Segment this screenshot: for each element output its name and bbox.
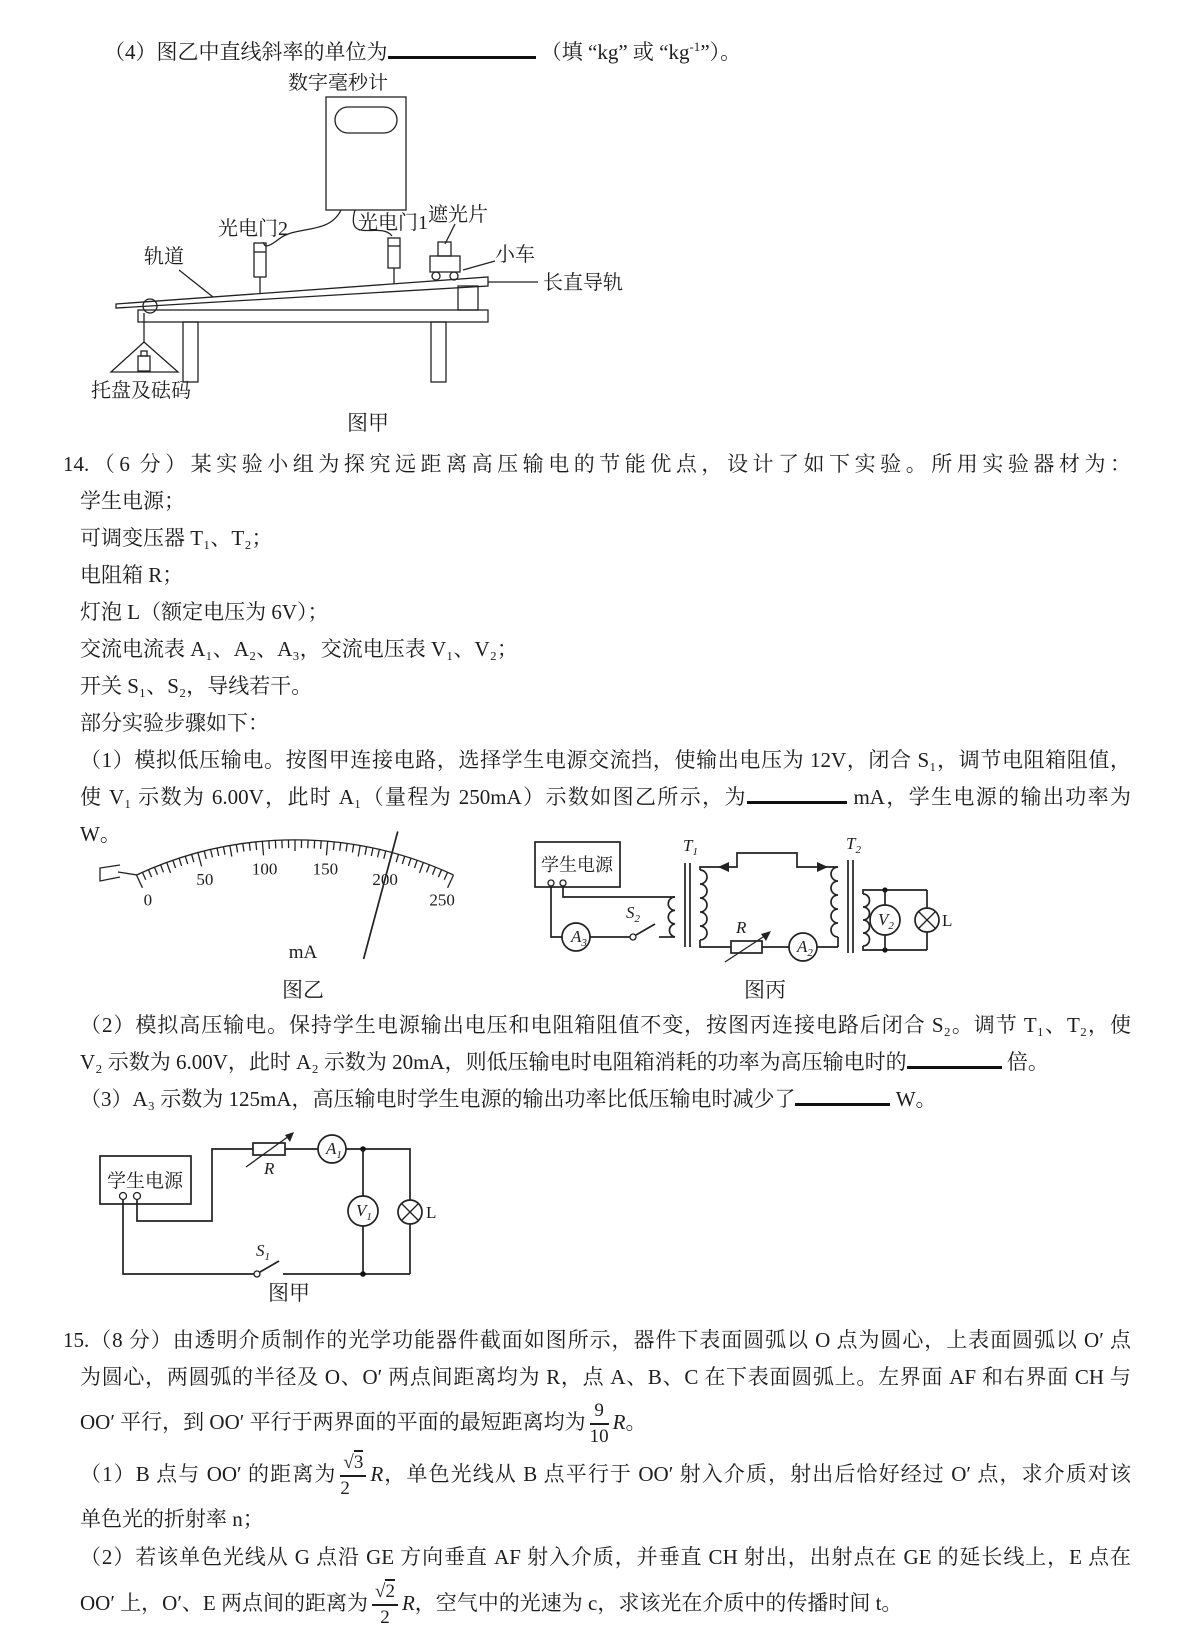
q14-number: 14. (63, 452, 89, 476)
power-source (100, 1156, 191, 1204)
terminal (134, 1193, 141, 1200)
arrow-icon (285, 1132, 294, 1142)
transmission-bottom-wire (700, 940, 731, 947)
figure-caption: 图丙 (744, 978, 786, 1002)
figure-caption: 图甲 (268, 1281, 310, 1305)
timer-display (335, 107, 397, 133)
shutter-piece (438, 242, 451, 256)
fraction-9-10: $\frac{9}{10}$ (590, 1401, 609, 1447)
svg-text:R: R (263, 1159, 275, 1178)
t2-secondary-coil (863, 894, 870, 946)
transformer-t1 (668, 836, 707, 947)
q14-part1-line1: （1）模拟低压输电。按图甲连接电路，选择学生电源交流挡，使输出电压为 12V，闭合 S₁，调节电阻箱阻值， (80, 742, 1131, 779)
circuit-bing-figure (528, 825, 968, 1010)
svg-text:100: 100 (252, 859, 278, 878)
terminal (560, 880, 566, 886)
resistor-box-r (725, 918, 771, 962)
source-label: 学生电源 (541, 855, 614, 875)
switch-s1 (254, 1241, 279, 1277)
q14-item: 交流电流表 A₁、A₂、A₃，交流电压表 V₁、V₂； (80, 631, 1131, 668)
svg-text:L: L (426, 1203, 436, 1222)
svg-text:T2: $T_2$ (846, 834, 861, 856)
meter-scale-labels (144, 859, 455, 909)
arrow-icon (761, 931, 771, 941)
svg-text:V2: $V_2$ (878, 910, 894, 932)
terminal (548, 880, 554, 886)
t2-primary-coil (831, 867, 838, 937)
svg-text:A2: $A_2$ (796, 937, 813, 959)
wire (817, 937, 838, 947)
source-label: 学生电源 (107, 1170, 184, 1192)
ammeter-a3 (562, 923, 590, 951)
q14-part2-line1: （2）模拟高压输电。保持学生电源输出电压和电阻箱阻值不变，按图丙连接电路后闭合 S₂。调节 T₁、T₂，使 (80, 1007, 1131, 1044)
q15-part2-line1: （2）若该单色光线从 G 点沿 GE 方向垂直 AF 射入介质，并垂直 CH 射出，出射点在 GE 的延长线上，E 点在 (80, 1538, 1131, 1576)
wire (346, 1149, 410, 1200)
shutter-and-cart (428, 203, 535, 280)
svg-text:A3: $A_3$ (570, 927, 587, 949)
resistor-box-r (246, 1132, 294, 1178)
q14-item: 可调变压器 T₁、T₂； (80, 520, 1131, 557)
cart-wheel (432, 272, 440, 280)
question-13-part4 (104, 28, 1131, 71)
pulley-and-tray (91, 299, 191, 402)
figure-caption: 图乙 (282, 978, 324, 1002)
q4-text-post: （填 “kg” 或 “$kg^{-1}$”）。 (541, 40, 741, 64)
table-top (138, 310, 488, 322)
q15-line3: OO′ 平行，到 OO′ 平行于两界面的平面的最短距离均为 $\frac{9}{10}$ R。 (80, 1396, 1131, 1448)
cart-pointer (463, 261, 495, 270)
svg-text:R: R (735, 918, 747, 937)
meter-needle (364, 832, 398, 960)
photogate1-body (388, 238, 400, 268)
q14-item: 开关 S₁、S₂，导线若干。 (80, 668, 1131, 705)
t1-secondary-coil (700, 870, 707, 940)
track-support (458, 286, 478, 310)
timer-label: 数字毫秒计 (288, 73, 388, 94)
answer-blank (388, 35, 536, 59)
photogate2-body (254, 243, 266, 277)
q15-part1-line2: 单色光的折射率 n； (80, 1500, 1131, 1538)
track-pointer (179, 270, 213, 297)
svg-text:150: 150 (313, 859, 339, 878)
timer-box (326, 97, 406, 210)
svg-text:V1: $V_1$ (356, 1201, 372, 1223)
table-leg (431, 322, 446, 382)
fraction-sqrt3-2: $\frac{√3}{2}$ (340, 1453, 366, 1499)
svg-text:200: 200 (372, 870, 398, 889)
svg-text:0: 0 (144, 891, 153, 910)
q14-item: 电阻箱 R； (80, 557, 1131, 594)
svg-text:T1: $T_1$ (683, 836, 698, 858)
q14-part2-line2: V₂ 示数为 6.00V，此时 A₂ 示数为 20mA，则低压输电时电阻箱消耗的功率为高压输电时的 倍。 (80, 1044, 1131, 1081)
track-wedge (116, 277, 488, 308)
q15-line2: 为圆心，两圆弧的半径及 O、O′ 两点间距离均为 R，点 A、B、C 在下表面圆弧上。左界面 AF 和右界面 CH 与 (80, 1359, 1131, 1396)
wire (551, 886, 562, 937)
q14-part1-line3: W。 (80, 816, 1131, 853)
ammeter-a1 (318, 1135, 346, 1163)
answer-blank (747, 780, 847, 804)
answer-blank (907, 1045, 1002, 1069)
svg-text:250: 250 (429, 891, 455, 910)
meter-zero-stop (100, 865, 120, 881)
svg-text:L: L (942, 911, 952, 930)
answer-blank (795, 1082, 890, 1106)
circuit-jia-figure (93, 1122, 493, 1312)
table-leg (183, 322, 198, 382)
tray-label: 托盘及砝码 (91, 379, 191, 402)
svg-text:50: 50 (196, 870, 213, 889)
exam-page (0, 28, 1190, 1611)
figure-row (0, 825, 1190, 1003)
switch-s2 (626, 903, 655, 940)
arrow-right (817, 862, 828, 872)
meter-ticks (137, 840, 454, 888)
ammeter-a2 (789, 933, 817, 961)
lamp-l (398, 1200, 436, 1274)
svg-text:S1: $S_1$ (256, 1241, 270, 1263)
figure-caption: 图甲 (347, 411, 389, 435)
table (138, 310, 488, 382)
tray-triangle (111, 342, 178, 372)
weight-knob (141, 351, 147, 356)
wire (863, 890, 927, 950)
cart-body (430, 256, 460, 272)
cart-label: 小车 (495, 243, 535, 266)
wire (123, 1200, 254, 1274)
track-label: 轨道 (144, 245, 184, 268)
shutter-label: 遮光片 (428, 203, 488, 226)
svg-text:A1: $A_1$ (325, 1139, 342, 1161)
apparatus-figure (83, 73, 703, 440)
voltmeter-v2 (870, 890, 900, 950)
ammeter-figure (90, 825, 520, 1003)
rail-label: 长直导轨 (543, 271, 623, 294)
voltmeter-v1 (348, 1149, 378, 1274)
svg-text:S2: $S_2$ (626, 903, 641, 925)
shutter-pointer (445, 224, 455, 244)
q14-item: 灯泡 L（额定电压为 6V）； (80, 594, 1131, 631)
meter-unit: mA (289, 942, 318, 963)
q15-number: 15. (63, 1328, 89, 1352)
photogate-2 (218, 217, 288, 294)
junction-dot (360, 1271, 366, 1277)
weight (138, 356, 150, 371)
t1-primary-coil (668, 897, 675, 937)
q15-part2-line2: OO′ 上，O′、E 两点间的距离为 $\frac{√2}{2}$ R，空气中的光速为 c，求该光在介质中的传播时间 t。 (80, 1576, 1131, 1630)
power-source (535, 842, 620, 887)
terminal (120, 1193, 127, 1200)
track (116, 245, 623, 310)
arrow-left (718, 862, 729, 872)
q4-text-pre: （4）图乙中直线斜率的单位为 (104, 40, 388, 64)
lamp-l (915, 890, 952, 950)
q15-part1-line1: （1）B 点与 OO′ 的距离为 $\frac{√3}{2}$ R，单色光线从 B 点平行于 OO′ 射入介质，射出后恰好经过 O′ 点，求介质对该 (80, 1448, 1131, 1500)
q14-item: 学生电源； (80, 483, 1131, 520)
photogate1-label: 光电门1 (358, 211, 428, 234)
q14-item: 部分实验步骤如下： (80, 705, 1131, 742)
photogate-1 (358, 211, 428, 284)
q14-part1-line2: 使 V₁ 示数为 6.00V，此时 A₁（量程为 250mA）示数如图乙所示，为 mA，学生电源的输出功率为 (80, 779, 1131, 816)
q14-head: 14.（6 分）某实验小组为探究远距离高压输电的节能优点，设计了如下实验。所用实验器材为： (63, 446, 1131, 483)
q14-part3: （3）A₃ 示数为 125mA，高压输电时学生电源的输出功率比低压输电时减少了 W。 (80, 1081, 1131, 1118)
photogate2-label: 光电门2 (218, 217, 288, 240)
fraction-sqrt2-2: $\frac{√2}{2}$ (372, 1582, 398, 1628)
q15-head: 15.（8 分）由透明介质制作的光学功能器件截面如图所示，器件下表面圆弧以 O 点为圆心，上表面圆弧以 O′ 点 (63, 1322, 1131, 1359)
